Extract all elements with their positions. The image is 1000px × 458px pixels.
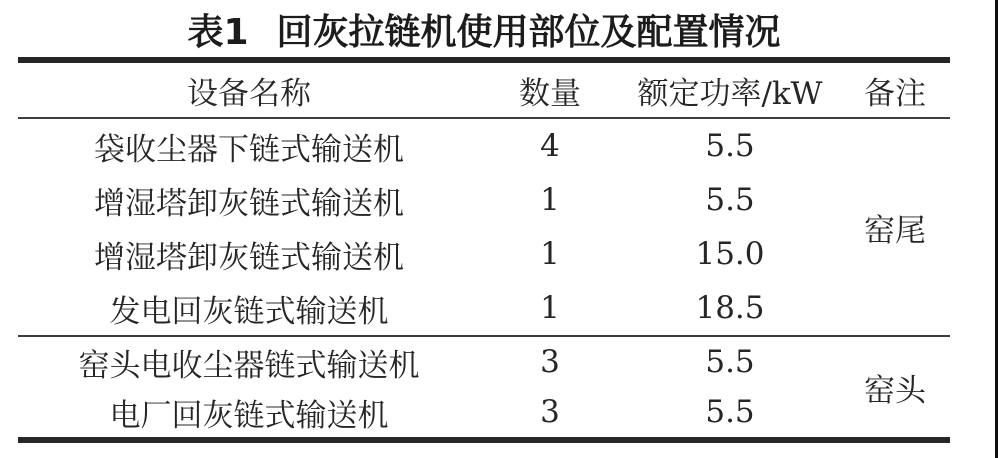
cell-qty: 4 — [540, 128, 560, 164]
cell-remark-kiln-tail: 窑尾 — [840, 118, 950, 336]
header-rated-power: 额定功率/kW — [620, 60, 840, 118]
cell-remark-kiln-head: 窑头 — [864, 372, 926, 409]
cell-qty: 1 — [480, 281, 620, 336]
table-row — [18, 173, 950, 227]
cell-power: 5.5 — [705, 394, 755, 430]
cell-power: 15.0 — [695, 236, 765, 272]
table-row — [18, 387, 950, 440]
cell-power: 5.5 — [705, 182, 755, 218]
cell-device: 发电回灰链式输送机 — [18, 281, 480, 336]
table-row — [18, 281, 950, 336]
cell-device: 窑头电收尘器链式输送机 — [78, 347, 420, 384]
table-row — [18, 227, 950, 281]
cell-device: 电厂回灰链式输送机 — [109, 397, 389, 434]
cell-qty: 1 — [540, 182, 560, 218]
cell-power: 18.5 — [620, 281, 840, 336]
cell-device: 袋收尘器下链式输送机 — [94, 131, 404, 168]
table-title — [18, 4, 950, 54]
table-row — [18, 118, 950, 173]
table-caption: 回灰拉链机使用部位及配置情况 — [276, 11, 781, 53]
scan-edge-artifact — [995, 0, 998, 458]
cell-device: 增湿塔卸灰链式输送机 — [94, 239, 404, 276]
cell-power: 5.5 — [705, 128, 755, 164]
header-remark: 备注 — [840, 60, 950, 118]
table-row — [18, 336, 950, 387]
equipment-table — [18, 57, 950, 443]
cell-device: 增湿塔卸灰链式输送机 — [94, 185, 404, 222]
header-device-name: 设备名称 — [18, 60, 480, 118]
cell-qty: 3 — [540, 394, 560, 430]
cell-power: 5.5 — [705, 344, 755, 380]
cell-qty: 1 — [540, 236, 560, 272]
header-row — [18, 60, 950, 118]
cell-qty: 3 — [540, 344, 560, 380]
header-quantity: 数量 — [480, 60, 620, 118]
table-number-label: 表1 — [187, 11, 249, 53]
